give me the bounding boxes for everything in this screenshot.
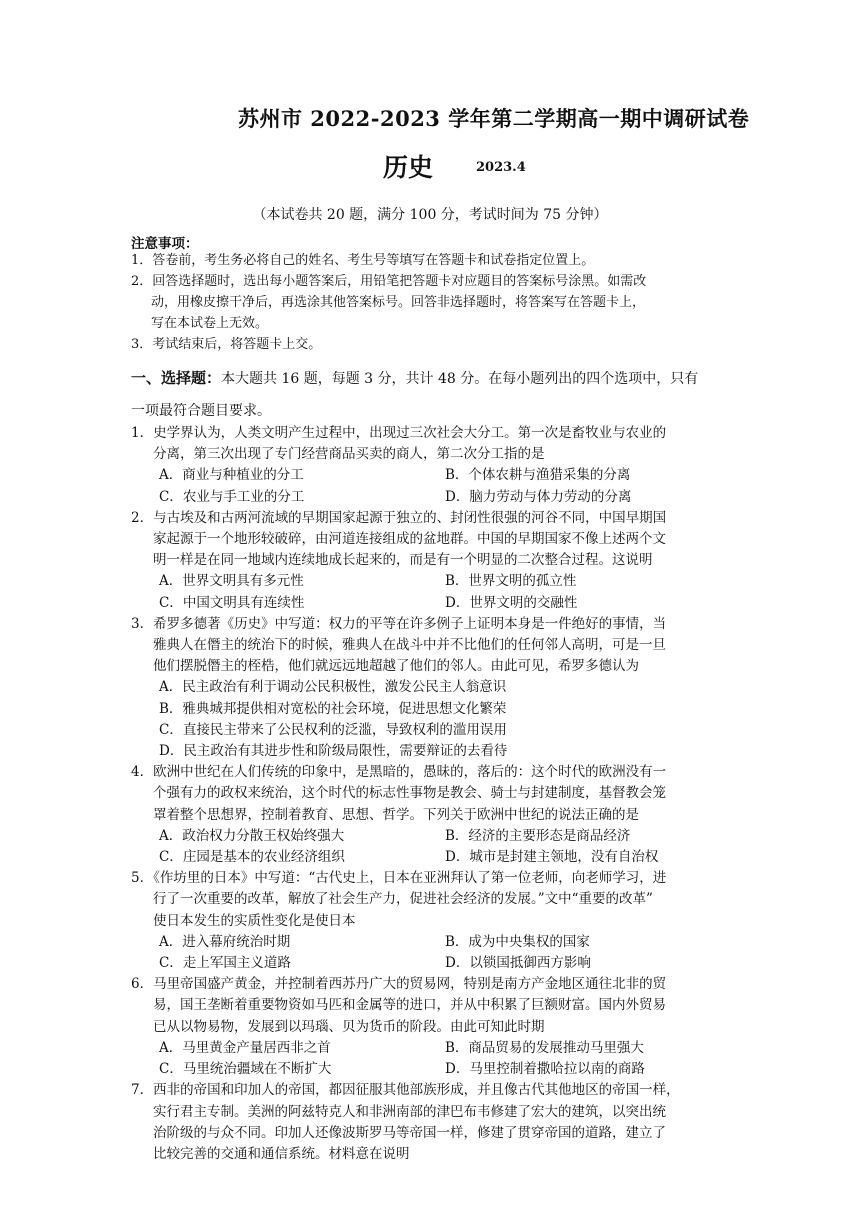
option-c: C．农业与手工业的分工 <box>159 488 305 505</box>
option-b: B．成为中央集权的国家 <box>445 933 590 950</box>
question-2 <box>131 508 741 614</box>
option-b: B．经济的主要形态是商品经济 <box>445 827 631 844</box>
notes-list <box>131 250 731 355</box>
option-a: A．马里黄金产量居西非之首 <box>159 1039 331 1056</box>
option-d: D．民主政治有其进步性和阶级局限性，需要辩证的去看待 <box>159 743 508 760</box>
question-stem: 明一样是在同一地域内连续地成长起来的，而是有一个明显的二次整合过程。这说明 <box>153 552 653 569</box>
question-stem: 已从以物易物，发展到以玛瑙、贝为货币的阶段。由此可知此时期 <box>153 1018 545 1035</box>
question-3 <box>131 614 741 762</box>
question-stem: 实行君主专制。美洲的阿兹特克人和非洲南部的津巴布韦修建了宏大的建筑，以突出统 <box>153 1103 666 1120</box>
questions-list <box>131 423 741 1165</box>
question-stem: 7．西非的帝国和印加人的帝国，都因征服其他部族形成，并且像古代其他地区的帝国一样， <box>131 1082 680 1099</box>
note-item <box>131 250 731 271</box>
question-4 <box>131 762 741 868</box>
note-item <box>131 271 731 334</box>
question-7 <box>131 1080 741 1165</box>
exam-title: 苏州市 2022-2023 学年第二学期高一期中调研试卷 <box>238 106 750 131</box>
question-stem: 2．与古埃及和古两河流域的早期国家起源于独立的、封闭性很强的河谷不同，中国早期国 <box>131 509 667 526</box>
option-b: B．商品贸易的发展推动马里强大 <box>445 1039 644 1056</box>
option-c: C．马里统治疆域在不断扩大 <box>159 1061 332 1078</box>
question-stem: 治阶级的与众不同。印加人还像波斯罗马等帝国一样，修建了贯穿帝国的道路，建立了 <box>153 1124 666 1141</box>
option-a: A．民主政治有利于调动公民积极性，激发公民主人翁意识 <box>159 679 507 696</box>
option-a: A．政治权力分散王权始终强大 <box>159 827 345 844</box>
section-heading <box>131 362 741 427</box>
option-b: B．个体农耕与渔猎采集的分离 <box>445 467 631 484</box>
question-stem: 使日本发生的实质性变化是使日本 <box>153 912 356 929</box>
question-stem: 行了一次重要的改革，解放了社会生产力，促进社会经济的发展。”文中“重要的改革” <box>153 891 653 908</box>
exam-info: （本试卷共 20 题，满分 100 分，考试时间为 75 分钟） <box>252 207 608 223</box>
option-d: D．脑力劳动与体力劳动的分离 <box>445 488 632 505</box>
option-d: D．马里控制着撒哈拉以南的商路 <box>445 1061 645 1078</box>
option-d: D．城市是封建主领地，没有自治权 <box>445 849 659 866</box>
option-d: D．世界文明的交融性 <box>445 594 578 611</box>
option-c: C．直接民主带来了公民权利的泛滥，导致权利的滥用误用 <box>159 721 507 738</box>
note-line: 3．考试结束后，将答题卡上交。 <box>131 337 322 352</box>
question-stem: 5．《作坊里的日本》中写道：“古代史上，日本在亚洲拜认了第一位老师，向老师学习，进 <box>131 870 667 887</box>
section-instructions-cont: 一项最符合题目要求。 <box>131 403 271 419</box>
option-c: C．走上军国主义道路 <box>159 955 291 972</box>
question-stem: 雅典人在僭主的统治下的时候，雅典人在战斗中并不比他们的任何邻人高明，可是一旦 <box>153 637 666 654</box>
question-stem: 1．史学界认为，人类文明产生过程中，出现过三次社会大分工。第一次是畜牧业与农业的 <box>131 425 667 441</box>
section-title: 一、选择题： <box>131 369 222 387</box>
note-line: 1．答卷前，考生务必将自己的姓名、考生号等填写在答题卡和试卷指定位置上。 <box>131 253 595 268</box>
question-stem: 个强有力的政权来统治，这个时代的标志性事物是教会、骑士与封建制度，基督教会笼 <box>153 785 666 802</box>
question-stem: 4．欧洲中世纪在人们传统的印象中，是黑暗的，愚昧的，落后的：这个时代的欧洲没有一 <box>131 764 667 781</box>
question-stem: 分离，第三次出现了专门经营商品买卖的商人，第二次分工指的是 <box>153 446 545 463</box>
option-a: A．商业与种植业的分工 <box>159 467 304 484</box>
note-line: 写在本试卷上无效。 <box>151 316 269 331</box>
note-item <box>131 334 731 355</box>
subject-title: 历史 <box>383 153 434 182</box>
option-c: C．中国文明具有连续性 <box>159 594 305 611</box>
question-stem: 家起源于一个地形较破碎，由河道连接组成的盆地群。中国的早期国家不像上述两个文 <box>153 531 666 548</box>
option-c: C．庄园是基本的农业经济组织 <box>159 849 345 866</box>
section-instructions: 本大题共 16 题，每题 3 分，共计 48 分。在每小题列出的四个选项中，只有 <box>221 371 699 387</box>
question-stem: 3．希罗多德著《历史》中写道：权力的平等在许多例子上证明本身是一件绝好的事情，当 <box>131 615 667 632</box>
option-d: D．以锁国抵御西方影响 <box>445 955 591 972</box>
question-6 <box>131 974 741 1080</box>
notes-heading: 注意事项： <box>131 236 199 252</box>
exam-date: 2023.4 <box>476 160 526 175</box>
option-a: A．进入幕府统治时期 <box>159 933 291 950</box>
option-a: A．世界文明具有多元性 <box>159 573 304 590</box>
question-stem: 6．马里帝国盛产黄金，并控制着西苏丹广大的贸易网，特别是南方产金地区通往北非的贸 <box>131 976 667 993</box>
note-line: 动，用橡皮擦干净后，再选涂其他答案标号。回答非选择题时，将答案写在答题卡上， <box>151 295 646 310</box>
question-stem: 比较完善的交通和通信系统。材料意在说明 <box>153 1145 410 1162</box>
note-line: 2．回答选择题时，选出每小题答案后，用铅笔把答题卡对应题目的答案标号涂黑。如需改 <box>131 274 647 289</box>
question-stem: 罩着整个思想界，控制着教育、思想、哲学。下列关于欧洲中世纪的说法正确的是 <box>153 806 639 823</box>
question-1 <box>131 423 741 508</box>
question-stem: 易，国王垄断着重要物资如马匹和金属等的进口，并从中积累了巨额财富。国内外贸易 <box>153 997 666 1014</box>
question-stem: 他们摆脱僭主的桎梏，他们就远远地超越了他们的邻人。由此可见，希罗多德认为 <box>153 658 639 675</box>
question-5 <box>131 868 741 974</box>
option-b: B．世界文明的孤立性 <box>445 573 577 590</box>
option-b: B．雅典城邦提供相对宽松的社会环境，促进思想文化繁荣 <box>159 700 507 717</box>
